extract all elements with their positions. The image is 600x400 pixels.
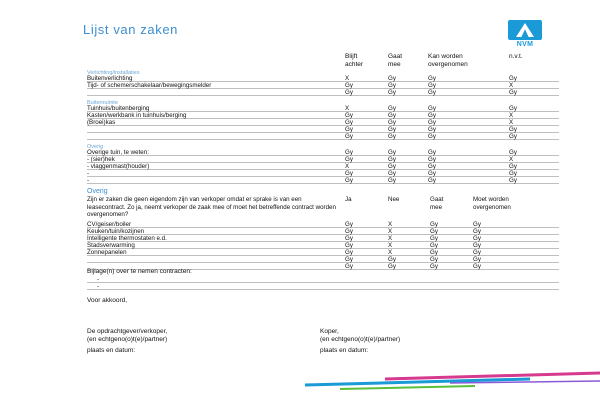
nvm-logo — [506, 20, 544, 50]
row-cell[interactable]: Gy — [345, 228, 353, 235]
row-label: - (sier)hek — [87, 156, 115, 163]
row-cell[interactable]: Gy — [428, 82, 436, 89]
row-label: - vlaggenmast(houder) — [87, 163, 150, 170]
row-label: CV/geiser/boiler — [87, 221, 132, 228]
col-blijft-achter: Blijft achter — [345, 53, 364, 68]
bijlage-dash: - — [97, 283, 100, 290]
table-row — [87, 221, 559, 228]
buyer-label: Koper, — [320, 328, 339, 335]
page-title: Lijst van zaken — [83, 22, 178, 37]
row-cell[interactable]: Gy — [388, 133, 396, 140]
footer-stripes — [300, 365, 600, 400]
row-cell[interactable]: Gy — [509, 170, 517, 177]
row-cell[interactable]: X — [388, 221, 393, 228]
row-cell[interactable]: Gy — [473, 256, 481, 263]
row-cell[interactable]: Gy — [430, 242, 438, 249]
col-kan-worden-overgenomen: Kan worden overgenomen — [428, 53, 468, 68]
seller-place-date: plaats en datum: — [87, 347, 136, 354]
table-row — [87, 89, 559, 96]
stripe-green — [340, 386, 475, 389]
row-cell[interactable]: Gy — [345, 89, 353, 96]
row-cell[interactable]: Gy — [388, 149, 396, 156]
table-row — [87, 177, 559, 184]
row-label: Intelligente thermostaten e.d. — [87, 235, 167, 242]
row-cell[interactable]: Gy — [509, 75, 517, 82]
table-row — [87, 249, 559, 256]
row-cell[interactable]: Gy — [388, 126, 396, 133]
col-ja: Ja — [345, 196, 352, 203]
row-label: Stadsverwarming — [87, 242, 135, 249]
section-overig: Overig — [87, 144, 104, 150]
row-cell[interactable]: Gy — [430, 256, 438, 263]
table-row — [87, 163, 559, 170]
row-cell[interactable]: Gy — [509, 105, 517, 112]
row-cell[interactable]: Gy — [345, 126, 353, 133]
table-row — [87, 112, 559, 119]
row-cell[interactable]: X — [509, 82, 514, 89]
row-cell[interactable]: Gy — [388, 170, 396, 177]
row-cell[interactable]: Gy — [473, 228, 481, 235]
row-cell[interactable]: Gy — [428, 163, 436, 170]
row-cell[interactable]: X — [509, 156, 514, 163]
row-cell[interactable]: Gy — [428, 126, 436, 133]
buyer-partner: (en echtgeno(o)t(e)/partner) — [320, 336, 401, 343]
logo-text: NVM — [516, 41, 534, 48]
row-cell[interactable]: Gy — [345, 235, 353, 242]
row-cell[interactable]: Gy — [428, 119, 436, 126]
table-row — [87, 242, 559, 249]
row-cell[interactable]: Gy — [509, 133, 517, 140]
stripe-magenta — [385, 373, 600, 379]
row-cell[interactable]: Gy — [428, 149, 436, 156]
row-cell[interactable]: X — [388, 242, 393, 249]
row-cell[interactable]: Gy — [428, 112, 436, 119]
row-cell[interactable]: Gy — [388, 89, 396, 96]
table-row — [87, 228, 559, 235]
table-row — [87, 170, 559, 177]
row-label: - — [87, 170, 90, 177]
row-label: - — [87, 177, 90, 184]
nvm-house-icon — [508, 20, 542, 40]
row-cell[interactable]: Gy — [388, 177, 396, 184]
row-cell[interactable]: X — [345, 163, 350, 170]
section-overig-lease: Overig — [87, 188, 108, 195]
row-cell[interactable]: Gy — [345, 242, 353, 249]
row-cell[interactable]: Gy — [473, 221, 481, 228]
bijlage-item — [87, 276, 559, 283]
buyer-place-date: plaats en datum: — [320, 347, 369, 354]
row-cell[interactable]: Gy — [509, 149, 517, 156]
row-cell[interactable]: Gy — [509, 163, 517, 170]
lease-question: Zijn er zaken die geen eigendom zijn van verkoper omdat er sprake is van een leasecontract. Zo ja, neemt verkoper de zaak mee of moet het betreffende contract worden overgenomen? — [87, 196, 336, 219]
table-row — [87, 156, 559, 163]
row-label: Tijd- of schemerschakelaar/bewegingsmelder — [87, 82, 212, 89]
row-cell[interactable]: Gy — [430, 221, 438, 228]
row-cell[interactable]: X — [345, 75, 350, 82]
row-cell[interactable]: X — [509, 112, 514, 119]
row-cell[interactable]: Gy — [388, 112, 396, 119]
row-cell[interactable]: Gy — [430, 249, 438, 256]
row-cell[interactable]: Gy — [345, 170, 353, 177]
row-cell[interactable]: X — [345, 105, 350, 112]
table-row — [87, 235, 559, 242]
row-cell[interactable]: Gy — [509, 126, 517, 133]
table-row — [87, 126, 559, 133]
row-cell[interactable]: Gy — [388, 75, 396, 82]
row-cell[interactable]: X — [388, 249, 393, 256]
row-cell[interactable]: Gy — [473, 249, 481, 256]
row-label: Buitenverlichting — [87, 75, 133, 82]
row-cell[interactable]: X — [388, 235, 393, 242]
row-cell[interactable]: Gy — [345, 82, 353, 89]
row-cell[interactable]: Gy — [345, 119, 353, 126]
col-moet-worden-overgenomen: Moet worden overgenomen — [473, 196, 511, 211]
row-cell[interactable]: X — [509, 119, 514, 126]
row-cell[interactable]: Gy — [388, 156, 396, 163]
table-row — [87, 133, 559, 140]
seller-partner: (en echtgeno(o)t(e)/partner) — [87, 336, 168, 343]
row-cell[interactable]: Gy — [345, 263, 353, 270]
row-cell[interactable]: Gy — [428, 133, 436, 140]
table-row — [87, 82, 559, 89]
bijlage-label: Bijlage(n) over te nemen contracten: — [87, 268, 192, 275]
bijlage-dash: - — [97, 276, 100, 283]
row-label: (Broei)kas — [87, 119, 116, 126]
akkoord-text: Voor akkoord, — [87, 297, 128, 304]
row-cell[interactable]: Gy — [430, 263, 438, 270]
row-cell[interactable]: Gy — [473, 263, 481, 270]
row-cell[interactable]: Gy — [428, 89, 436, 96]
row-cell[interactable]: Gy — [345, 221, 353, 228]
row-cell[interactable]: Gy — [473, 235, 481, 242]
row-cell[interactable]: Gy — [509, 177, 517, 184]
row-cell[interactable]: Gy — [345, 133, 353, 140]
row-label: Zonnepanelen — [87, 249, 127, 256]
col-nee: Nee — [388, 196, 400, 203]
table-row — [87, 149, 559, 156]
row-cell[interactable]: Gy — [473, 242, 481, 249]
row-cell[interactable]: Gy — [509, 89, 517, 96]
row-cell[interactable]: Gy — [345, 156, 353, 163]
row-cell[interactable]: Gy — [345, 112, 353, 119]
col-gaat-mee-lease: Gaat mee — [430, 196, 444, 211]
row-label: Overige tuin, te weten: — [87, 149, 149, 156]
row-cell[interactable]: Gy — [345, 177, 353, 184]
row-cell[interactable]: Gy — [388, 256, 396, 263]
table-row — [87, 119, 559, 126]
section-verlichting: Verlichting/installaties — [87, 70, 140, 76]
col-gaat-mee: Gaat mee — [388, 53, 403, 68]
row-label: Kasten/werkbank in tuinhuis/berging — [87, 112, 187, 119]
row-label: Keuken/tuin/kozijnen — [87, 228, 145, 235]
row-cell[interactable]: Gy — [428, 170, 436, 177]
row-cell[interactable]: Gy — [388, 263, 396, 270]
row-cell[interactable]: Gy — [428, 156, 436, 163]
row-cell[interactable]: X — [388, 228, 393, 235]
table-row — [87, 256, 559, 263]
row-cell[interactable]: Gy — [428, 177, 436, 184]
table-row — [87, 105, 559, 112]
row-cell[interactable]: Gy — [345, 256, 353, 263]
row-cell[interactable]: Gy — [428, 105, 436, 112]
col-nvt: n.v.t. — [509, 53, 523, 60]
row-cell[interactable]: Gy — [388, 82, 396, 89]
bijlage-item — [87, 283, 559, 290]
row-cell[interactable]: Gy — [428, 75, 436, 82]
row-cell[interactable]: Gy — [345, 249, 353, 256]
row-cell[interactable]: Gy — [345, 149, 353, 156]
row-cell[interactable]: Gy — [388, 119, 396, 126]
section-buitenruimte: Buitenruimte — [87, 100, 118, 106]
seller-label: De opdrachtgever/verkoper, — [87, 328, 168, 335]
row-cell[interactable]: Gy — [388, 163, 396, 170]
row-label: Tuinhuis/buitenberging — [87, 105, 150, 112]
table-row — [87, 75, 559, 82]
row-cell[interactable]: Gy — [430, 235, 438, 242]
row-cell[interactable]: Gy — [388, 105, 396, 112]
row-cell[interactable]: Gy — [430, 228, 438, 235]
